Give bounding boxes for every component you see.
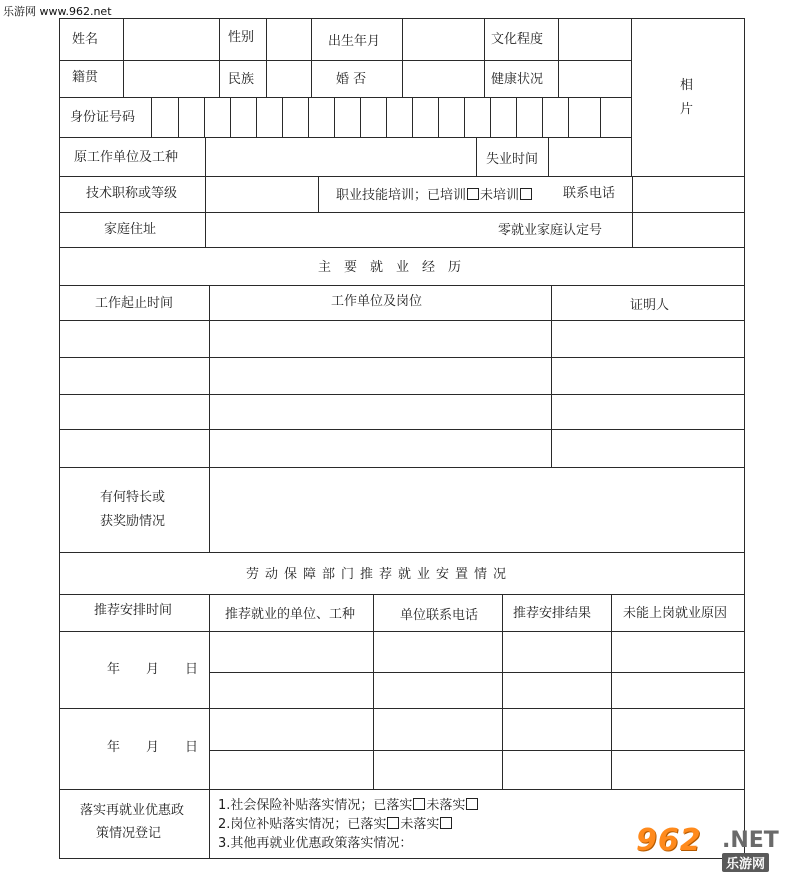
- rule: [632, 176, 633, 247]
- rule: [204, 97, 205, 137]
- site-logo: [634, 821, 794, 873]
- post-subsidy-done-checkbox[interactable]: [387, 817, 399, 829]
- rule: [59, 285, 745, 286]
- rule: [386, 97, 387, 137]
- label-birth: 出生年月: [328, 34, 381, 49]
- recommend-col-result: 推荐安排结果: [513, 606, 592, 621]
- policy-item-2-text: 2.岗位补贴落实情况；已落实: [218, 817, 387, 832]
- rule: [219, 18, 220, 98]
- history-col-unit: 工作单位及岗位: [331, 294, 423, 309]
- rule: [59, 18, 60, 859]
- history-section-title: 主要就业经历: [318, 260, 475, 275]
- label-title-level: 技术职称或等级: [86, 186, 178, 201]
- rule: [59, 631, 745, 632]
- policy-item-2-option: 未落实: [400, 817, 440, 832]
- recommend-date-1: 年 月 日: [107, 662, 199, 677]
- rule: [568, 97, 569, 137]
- rule: [308, 97, 309, 137]
- rule: [209, 594, 210, 789]
- policy-item-3: 3.其他再就业优惠政策落实情况：: [218, 836, 413, 851]
- rule: [59, 789, 745, 790]
- rule: [360, 97, 361, 137]
- rule: [266, 18, 267, 98]
- label-id-number: 身份证号码: [70, 110, 136, 125]
- rule: [59, 594, 745, 595]
- logo-suffix: .NET: [722, 828, 779, 853]
- label-health: 健康状况: [491, 72, 544, 87]
- rule: [318, 176, 319, 212]
- rule: [334, 97, 335, 137]
- policy-item-2: [218, 817, 453, 833]
- recommend-date-2: 年 月 日: [107, 740, 199, 755]
- rule: [402, 18, 403, 98]
- rule: [59, 247, 745, 248]
- label-photo-2: 片: [680, 102, 694, 117]
- recommend-section-title: 劳动保障部门推荐就业安置情况: [246, 567, 513, 582]
- rule: [59, 212, 745, 213]
- label-gender: 性别: [228, 30, 255, 45]
- rule: [59, 320, 745, 321]
- recommend-col-position: 推荐就业的单位、工种: [225, 607, 356, 622]
- label-unemployed-time: 失业时间: [486, 152, 539, 167]
- rule: [59, 467, 745, 468]
- policy-item-1: [218, 798, 479, 814]
- label-policy-1: 落实再就业优惠政: [80, 803, 185, 818]
- rule: [59, 97, 632, 98]
- rule: [123, 18, 124, 98]
- rule: [311, 18, 312, 98]
- rule: [551, 285, 552, 467]
- rule: [209, 672, 745, 673]
- rule: [600, 97, 601, 137]
- label-policy-2: 策情况登记: [96, 826, 162, 841]
- recommend-col-phone: 单位联系电话: [400, 608, 479, 623]
- recommend-col-time: 推荐安排时间: [94, 603, 173, 618]
- rule: [230, 97, 231, 137]
- social-insurance-undone-checkbox[interactable]: [466, 798, 478, 810]
- label-prev-employer: 原工作单位及工种: [74, 150, 179, 165]
- social-insurance-done-checkbox[interactable]: [413, 798, 425, 810]
- rule: [438, 97, 439, 137]
- rule: [516, 97, 517, 137]
- label-address: 家庭住址: [104, 222, 157, 237]
- post-subsidy-undone-checkbox[interactable]: [440, 817, 452, 829]
- rule: [476, 137, 477, 176]
- rule: [209, 467, 210, 552]
- rule: [611, 594, 612, 789]
- rule: [490, 97, 491, 137]
- rule: [209, 750, 745, 751]
- rule: [209, 789, 210, 859]
- trained-checkbox[interactable]: [467, 188, 479, 200]
- rule: [59, 176, 745, 177]
- rule: [548, 137, 549, 176]
- rule: [59, 429, 745, 430]
- untrained-checkbox[interactable]: [520, 188, 532, 200]
- untrained-option-text: 未培训: [480, 188, 520, 203]
- label-education: 文化程度: [491, 32, 544, 47]
- recommend-col-reason: 未能上岗就业原因: [623, 606, 728, 621]
- trained-option-text: 职业技能培训；已培训: [336, 188, 467, 203]
- rule: [59, 394, 745, 395]
- label-name: 姓名: [72, 32, 99, 47]
- rule: [412, 97, 413, 137]
- site-watermark: 乐游网 www.962.net: [3, 5, 112, 18]
- logo-cn: 乐游网: [722, 853, 769, 872]
- rule: [502, 594, 503, 789]
- rule: [282, 97, 283, 137]
- label-ethnicity: 民族: [228, 72, 255, 87]
- policy-item-1-option: 未落实: [426, 798, 466, 813]
- rule: [59, 137, 632, 138]
- rule: [151, 97, 152, 137]
- rule: [205, 137, 206, 247]
- rule: [178, 97, 179, 137]
- rule: [59, 357, 745, 358]
- logo-number: 962: [636, 823, 702, 858]
- label-skills-awards-2: 获奖励情况: [100, 514, 166, 529]
- rule: [744, 18, 745, 859]
- policy-item-1-text: 1.社会保险补贴落实情况；已落实: [218, 798, 413, 813]
- rule: [558, 18, 559, 98]
- history-col-witness: 证明人: [630, 298, 670, 313]
- rule: [59, 708, 745, 709]
- label-marital: 婚 否: [336, 72, 367, 87]
- rule: [464, 97, 465, 137]
- label-native: 籍贯: [72, 70, 99, 85]
- label-skill-training: [336, 188, 533, 204]
- rule: [542, 97, 543, 137]
- label-skills-awards-1: 有何特长或: [100, 490, 166, 505]
- rule: [256, 97, 257, 137]
- rule: [209, 285, 210, 467]
- rule: [484, 18, 485, 98]
- label-zero-employment: 零就业家庭认定号: [498, 223, 603, 238]
- rule: [59, 552, 745, 553]
- history-col-time: 工作起止时间: [95, 296, 174, 311]
- rule: [59, 60, 632, 61]
- label-phone: 联系电话: [563, 186, 616, 201]
- label-photo-1: 相: [680, 78, 694, 93]
- rule: [373, 594, 374, 789]
